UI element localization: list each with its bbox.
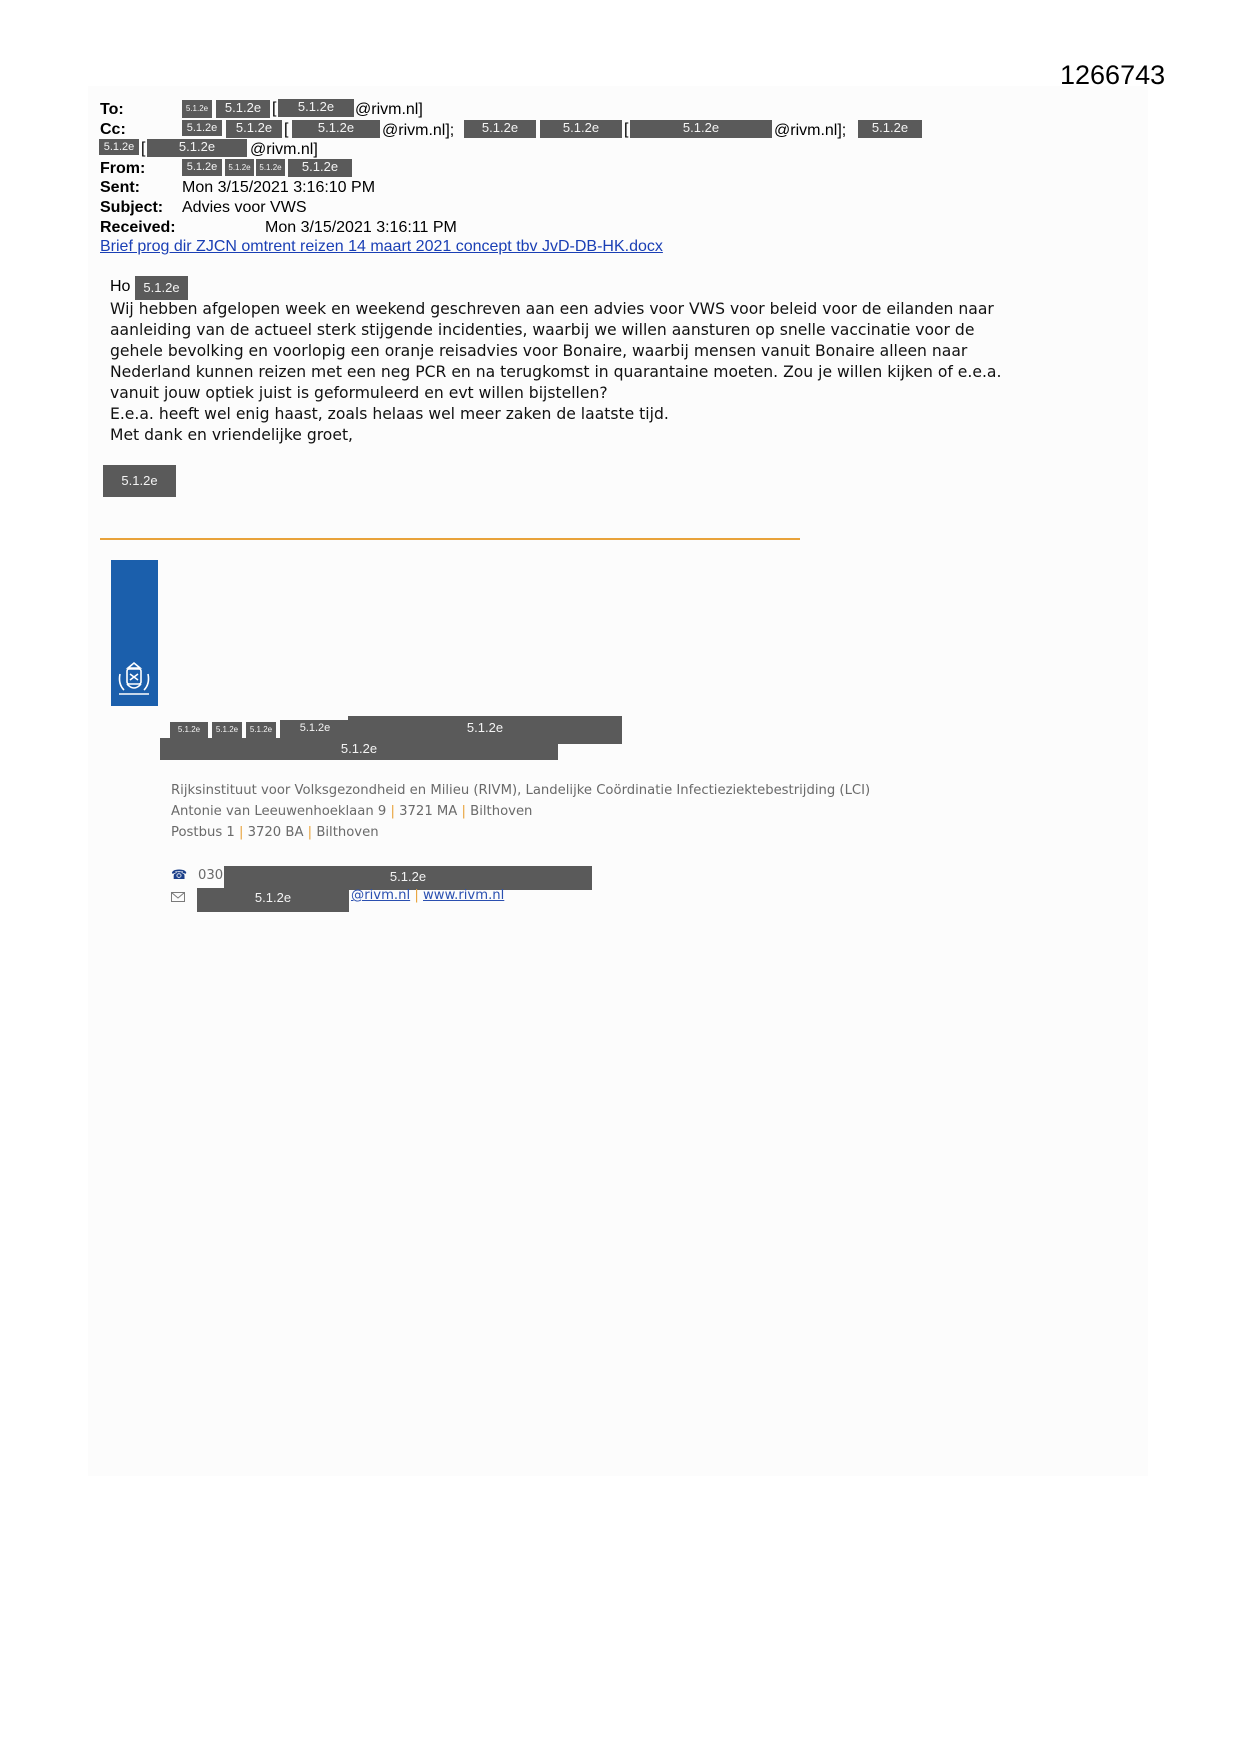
subject-label: Subject:: [100, 199, 164, 216]
bracket: [: [272, 100, 277, 117]
redaction-box: 5.1.2e: [280, 720, 350, 738]
redaction-box: 5.1.2e: [858, 120, 922, 138]
greeting: Ho: [110, 278, 131, 295]
signature-address-visiting: Antonie van Leeuwenhoeklaan 9 | 3721 MA | Bilthoven: [171, 804, 533, 819]
sender-name-redaction: 5.1.2e: [103, 465, 176, 497]
email-body: [110, 299, 1001, 446]
phone-icon: ☎: [171, 868, 188, 883]
redaction-box: 5.1.2e: [170, 722, 208, 738]
cc-email-suffix-1: @rivm.nl];: [382, 122, 455, 139]
redaction-box: 5.1.2e: [197, 888, 349, 912]
body-line: Met dank en vriendelijke groet,: [110, 426, 354, 444]
body-line: Nederland kunnen reizen met een neg PCR en na terugkomst in quarantaine moeten. Zou je willen kijken of e.e.a.: [110, 363, 1002, 381]
envelope-icon: [171, 892, 185, 902]
scanned-page: [88, 86, 1148, 1476]
body-line: gehele bevolking en voorlopig een oranje reisadvies voor Bonaire, waarbij mensen vanuit Bonaire alleen naar: [110, 342, 968, 360]
body-line: E.e.a. heeft wel enig haast, zoals helaas wel meer zaken de laatste tijd.: [110, 405, 669, 423]
website-link[interactable]: www.rivm.nl: [423, 888, 505, 903]
subject-value: Advies voor VWS: [182, 199, 307, 216]
redaction-box: 5.1.2e: [225, 159, 254, 176]
redaction-box: 5.1.2e: [147, 139, 247, 157]
attachment-link[interactable]: Brief prog dir ZJCN omtrent reizen 14 maart 2021 concept tbv JvD-DB-HK.docx: [100, 238, 663, 255]
redaction-box: 5.1.2e: [160, 738, 558, 760]
redaction-box: 5.1.2e: [224, 866, 592, 890]
to-label: To:: [100, 101, 124, 118]
redaction-box: 5.1.2e: [630, 120, 772, 138]
cc-email-suffix-3: @rivm.nl]: [250, 141, 318, 158]
cc-label: Cc:: [100, 121, 126, 138]
signature-divider: [100, 538, 800, 540]
phone-prefix: 030: [198, 868, 224, 883]
redaction-box: 5.1.2e: [182, 100, 212, 118]
redaction-box: 5.1.2e: [246, 722, 276, 738]
redaction-box: 5.1.2e: [348, 716, 622, 744]
redaction-box: 5.1.2e: [292, 120, 380, 138]
redaction-box: 5.1.2e: [99, 139, 139, 155]
signature-contact-links: @rivm.nl | www.rivm.nl: [351, 888, 505, 903]
redaction-box: 5.1.2e: [464, 120, 536, 138]
signature-organization: Rijksinstituut voor Volksgezondheid en Milieu (RIVM), Landelijke Coördinatie Infectieziektebestrijding (LCI): [171, 783, 871, 798]
redaction-box: 5.1.2e: [182, 159, 222, 176]
received-value: Mon 3/15/2021 3:16:11 PM: [265, 219, 457, 236]
email-link[interactable]: @rivm.nl: [351, 888, 411, 903]
sent-value: Mon 3/15/2021 3:16:10 PM: [182, 179, 376, 196]
redaction-box: 5.1.2e: [135, 276, 188, 300]
redaction-box: 5.1.2e: [216, 100, 270, 118]
redaction-box: 5.1.2e: [212, 722, 242, 738]
bracket: [: [284, 121, 289, 138]
redaction-box: 5.1.2e: [256, 159, 285, 176]
bracket: [: [624, 121, 629, 138]
signature-address-postal: Postbus 1 | 3720 BA | Bilthoven: [171, 825, 379, 840]
redaction-box: 5.1.2e: [226, 120, 282, 138]
to-email-suffix: @rivm.nl]: [355, 101, 423, 118]
body-line: Wij hebben afgelopen week en weekend geschreven aan een advies voor VWS voor beleid voor de eilanden naar: [110, 300, 994, 318]
from-label: From:: [100, 160, 146, 177]
sent-label: Sent:: [100, 179, 140, 196]
received-label: Received:: [100, 219, 176, 236]
cc-email-suffix-2: @rivm.nl];: [774, 122, 847, 139]
redaction-box: 5.1.2e: [278, 99, 354, 117]
bracket: [: [141, 140, 146, 157]
body-line: aanleiding van de actueel sterk stijgende incidenties, waarbij we willen aansturen op snelle vaccinatie voor de: [110, 321, 975, 339]
body-line: vanuit jouw optiek juist is geformuleerd en evt willen bijstellen?: [110, 384, 608, 402]
crest-icon: [114, 660, 154, 700]
document-number: 1266743: [1060, 60, 1166, 90]
redaction-box: 5.1.2e: [288, 159, 352, 177]
redaction-box: 5.1.2e: [540, 120, 622, 138]
redaction-box: 5.1.2e: [182, 120, 222, 136]
